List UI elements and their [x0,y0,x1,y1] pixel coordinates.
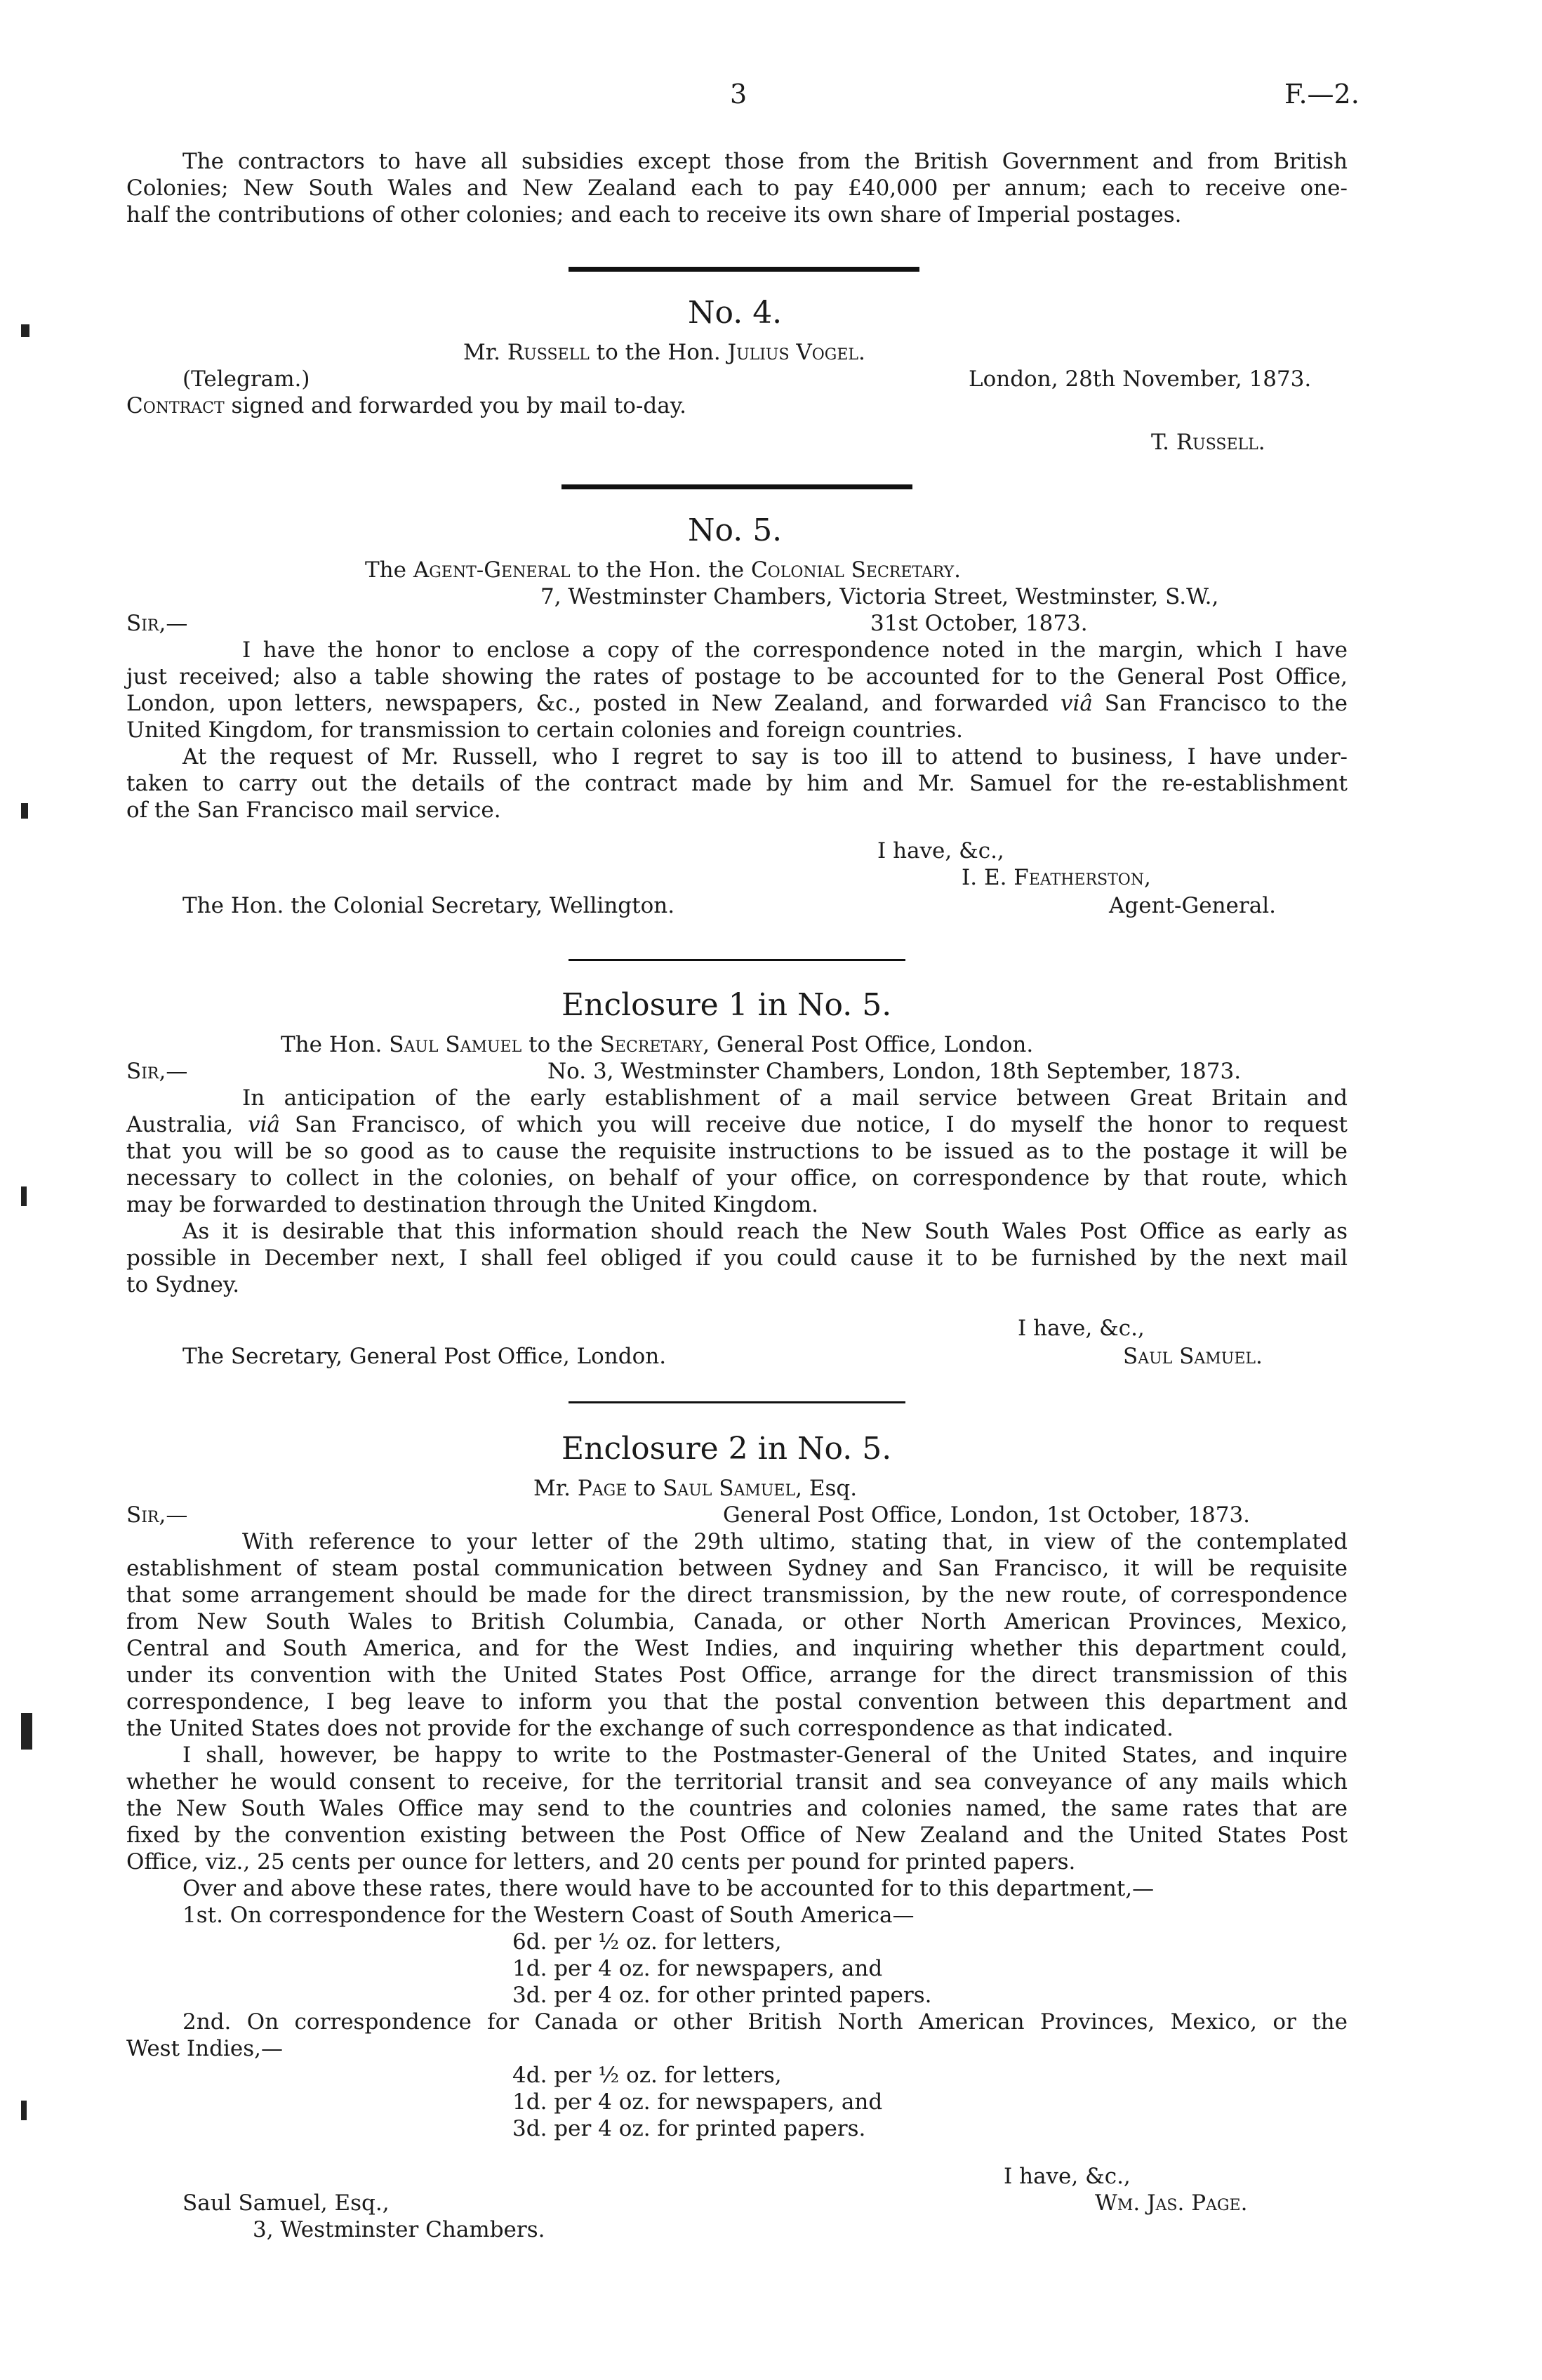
address-suffix: Esq. [809,1476,858,1501]
address-prefix: Mr. [533,1476,571,1501]
enclosure-heading: Enclosure 2 in No. 5. [561,1431,892,1467]
signer-title: Agent-General. [1109,893,1276,918]
letter-date: 31st October, 1873. [870,611,1088,636]
body-line: that some arrangement should be made for the direct transmission, by the new route, of correspondence [126,1582,1348,1608]
body-text-italic: viâ [1060,691,1093,716]
body-line: the United States does not provide for the exchange of such correspondence as that indicated. [126,1716,1174,1741]
address-connector: to the Hon. [596,340,721,365]
rate-line: 4d. per ½ oz. for letters, [512,2063,782,2088]
section-divider [569,267,919,272]
signature: T. Russell. [1151,430,1265,455]
telegram-lead: Contract [126,393,225,418]
body-line [126,691,1348,716]
letter-address [533,1476,857,1501]
body-line: United Kingdom, for transmission to certain colonies and foreign countries. [126,718,964,743]
body-text: London, upon letters, newspapers, &c., posted in New Zealand, and forwarded [126,691,1049,716]
address-connector: to the Hon. the [577,557,745,583]
address-sender: Page [577,1476,627,1501]
signer: Saul Samuel. [1123,1344,1263,1369]
address-connector: to [634,1476,656,1501]
body-line: With reference to your letter of the 29th ultimo, stating that, in view of the contemplated [242,1529,1348,1554]
list-item-lead: 1st. On correspondence for the Western Coast of South America— [182,1903,915,1928]
letter-address [463,340,865,365]
body-line: In anticipation of the early establishment of a mail service between Great Britain and [242,1085,1348,1111]
address-recipient: Secretary, [599,1032,710,1057]
margin-mark [21,1713,32,1750]
document-reference: F.—2. [1284,79,1360,110]
body-line: that you will be so good as to cause the requisite instructions to be issued as to the postage it will be [126,1139,1348,1164]
recipient: The Hon. the Colonial Secretary, Wellington. [182,893,675,918]
body-line: under its convention with the United States Post Office, arrange for the direct transmission of this [126,1662,1348,1688]
address-connector: to the [529,1032,593,1057]
place-date: General Post Office, London, 1st October, 1873. [723,1502,1251,1528]
rate-line: 3d. per 4 oz. for other printed papers. [512,1983,932,2008]
margin-mark [21,1186,27,1206]
margin-mark [21,803,28,819]
page-number: 3 [730,79,747,110]
telegram-label: (Telegram.) [182,366,310,392]
margin-mark [21,2101,27,2120]
body-line: necessary to collect in the colonies, on behalf of your office, on correspondence by that route, which [126,1165,1348,1191]
salutation: Sir,— [126,1059,188,1084]
place-date: No. 3, Westminster Chambers, London, 18th September, 1873. [547,1059,1242,1084]
body-line: taken to carry out the details of the contract made by him and Mr. Samuel for the re-establishment [126,771,1348,796]
body-line: Central and South America, and for the West Indies, and inquiring whether this department could, [126,1636,1348,1661]
intro-line: Colonies; New South Wales and New Zealand each to pay £40,000 per annum; each to receive one- [126,176,1348,201]
body-line: correspondence, I beg leave to inform you that the postal convention between this department and [126,1689,1348,1714]
intro-line: The contractors to have all subsidies except those from the British Government and from British [182,149,1348,174]
telegram-text: signed and forwarded you by mail to-day. [231,393,686,418]
body-text: San Francisco to the [1104,691,1348,716]
closing: I have, &c., [1004,2164,1131,2189]
body-line: I shall, however, be happy to write to the Postmaster-General of the United States, and inquire [182,1743,1348,1768]
body-line: may be forwarded to destination through the United Kingdom. [126,1192,819,1217]
letter-heading: No. 4. [688,295,783,331]
section-divider [569,1401,905,1403]
margin-mark [21,324,29,337]
body-line: As it is desirable that this information should reach the New South Wales Post Office as early as [182,1219,1348,1244]
letter-heading: No. 5. [688,513,783,548]
letter-address [281,1032,1033,1057]
body-line: whether he would consent to receive, for the territorial transit and sea conveyance of any mails which [126,1769,1348,1794]
address-suffix: General Post Office, London. [716,1032,1034,1057]
address-sender: Saul Samuel [389,1032,522,1057]
section-divider [569,959,905,961]
address-prefix: The [365,557,406,583]
body-line: possible in December next, I shall feel obliged if you could cause it to be furnished by the next mail [126,1245,1348,1271]
body-line: from New South Wales to British Columbia, Canada, or other North American Provinces, Mexico, [126,1609,1348,1634]
body-line: At the request of Mr. Russell, who I regret to say is too ill to attend to business, I have under- [182,744,1348,769]
salutation: Sir,— [126,1502,188,1528]
body-line: to Sydney. [126,1272,240,1297]
place-date: London, 28th November, 1873. [969,366,1312,392]
rate-line: 1d. per 4 oz. for newspapers, and [512,1956,883,1981]
recipient-address: 3, Westminster Chambers. [253,2217,545,2242]
address-recipient: Julius Vogel. [727,340,865,365]
rate-line: 6d. per ½ oz. for letters, [512,1929,782,1955]
closing: I have, &c., [877,838,1004,864]
recipient-name: Saul Samuel, Esq., [182,2190,390,2216]
body-text: San Francisco, of which you will receive due notice, I do myself the honor to request [294,1112,1348,1137]
closing: I have, &c., [1018,1316,1145,1341]
body-line: Over and above these rates, there would have to be accounted for to this department,— [182,1876,1155,1901]
address-prefix: The Hon. [281,1032,383,1057]
address-recipient: Saul Samuel, [663,1476,802,1501]
body-line: fixed by the convention existing between the Post Office of New Zealand and the United States Post [126,1823,1348,1848]
letter-place: 7, Westminster Chambers, Victoria Street, Westminster, S.W., [540,584,1219,609]
signer: I. E. Featherston, [962,865,1151,890]
list-item-lead: West Indies,— [126,2036,283,2061]
body-text: Australia, [126,1112,234,1137]
body-line: establishment of steam postal communication between Sydney and San Francisco, it will be requisite [126,1556,1348,1581]
recipient: The Secretary, General Post Office, London. [182,1344,667,1369]
body-line [126,1112,1348,1137]
list-item-lead: 2nd. On correspondence for Canada or other British North American Provinces, Mexico, or the [182,2009,1348,2035]
body-line: Office, viz., 25 cents per ounce for letters, and 20 cents per pound for printed papers. [126,1849,1076,1875]
body-line: the New South Wales Office may send to the countries and colonies named, the same rates that are [126,1796,1348,1821]
signer: Wm. Jas. Page. [1095,2190,1248,2216]
address-sender: Agent-General [413,557,571,583]
rate-line: 1d. per 4 oz. for newspapers, and [512,2089,883,2115]
letter-address [365,557,961,583]
address-recipient: Colonial Secretary. [750,557,962,583]
section-divider [561,484,912,489]
body-line: I have the honor to enclose a copy of the correspondence noted in the margin, which I have [242,637,1348,663]
enclosure-heading: Enclosure 1 in No. 5. [561,987,892,1023]
body-text-italic: viâ [248,1112,281,1137]
intro-line: half the contributions of other colonies; and each to receive its own share of Imperial postages. [126,202,1182,227]
body-line: of the San Francisco mail service. [126,798,501,823]
body-line: just received; also a table showing the rates of postage to be accounted for to the General Post Office, [126,664,1348,689]
salutation: Sir,— [126,611,188,636]
address-prefix: Mr. [463,340,501,365]
telegram-body [126,393,686,418]
address-sender: Russell [507,340,590,365]
rate-line: 3d. per 4 oz. for printed papers. [512,2116,866,2141]
